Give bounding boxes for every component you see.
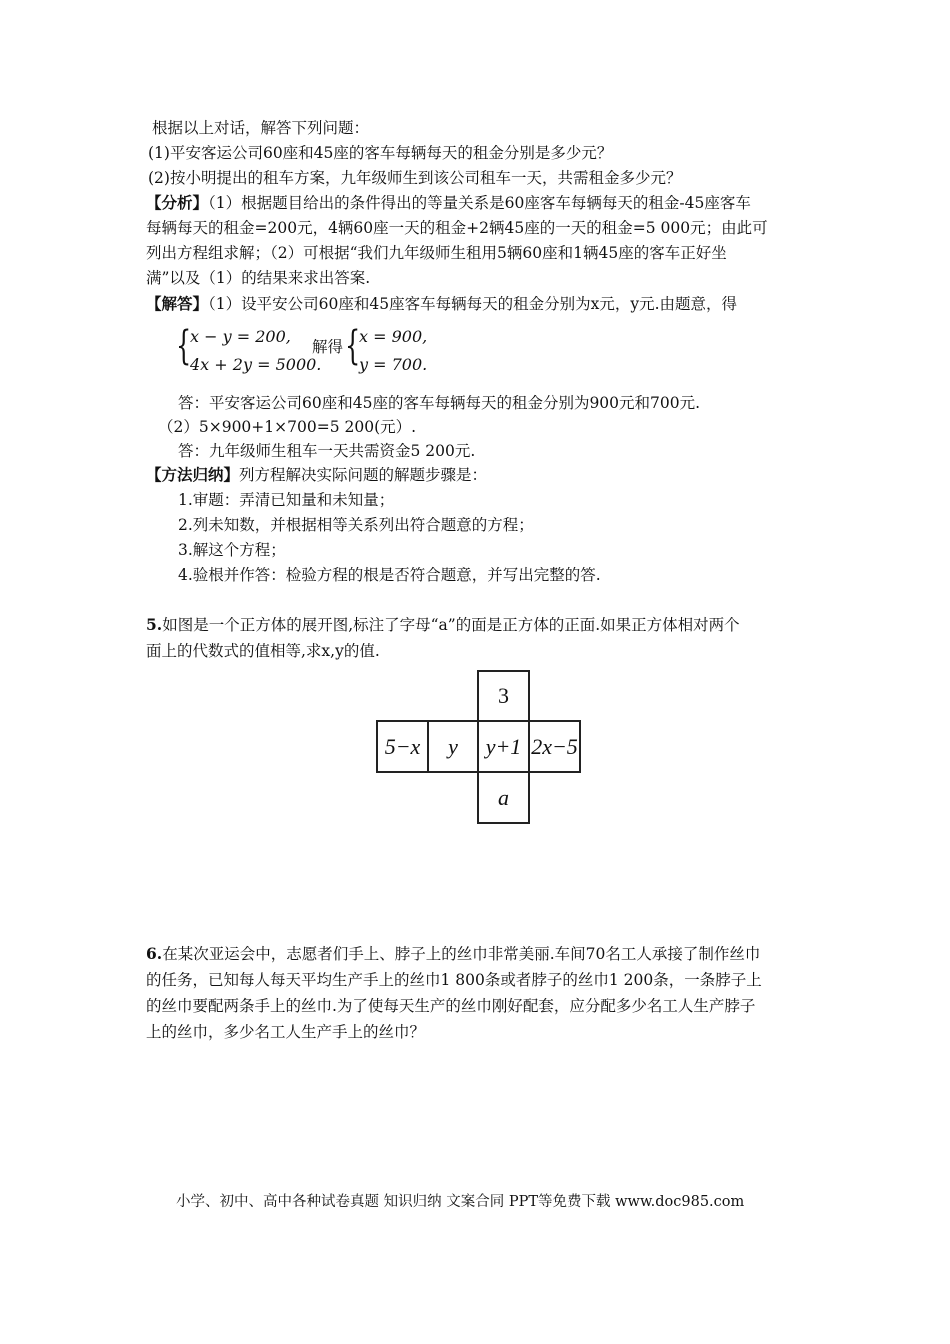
- q6-line-1: [146, 943, 760, 965]
- solution-line-1: [146, 293, 737, 315]
- method-step-3: 3.解这个方程；: [178, 541, 286, 559]
- q6-line-4: 上的丝巾，多少名工人生产手上的丝巾？: [146, 1023, 426, 1041]
- method-step-2: 2.列未知数，并根据相等关系列出符合题意的方程；: [178, 516, 534, 534]
- intro-line-3: (2)按小明提出的租车方案，九年级师生到该公司租车一天，共需租金多少元？: [148, 169, 682, 187]
- solution-line-2: （2）5×900+1×700=5 200(元）.: [158, 418, 417, 436]
- analysis-text-1: （1）根据题目给出的条件得出的等量关系是60座客车每辆每天的租金-45座客车: [208, 194, 751, 212]
- analysis-line-1: [146, 192, 751, 214]
- result-1: x = 900,: [359, 327, 428, 346]
- solution-text-1: （1）设平安公司60座和45座客车每辆每天的租金分别为x元，y元.由题意，得: [208, 295, 738, 313]
- intro-line-1: 根据以上对话，解答下列问题：: [152, 119, 370, 137]
- result-2: y = 700.: [359, 355, 428, 374]
- equation-2: 4x + 2y = 5000.: [190, 355, 322, 374]
- q6-line-3: 的丝巾要配两条手上的丝巾.为了使每天生产的丝巾刚好配套，应分配多少名工人生产脖子: [146, 997, 756, 1015]
- cube-face-center: y+1: [477, 720, 530, 773]
- solution-label: 【解答】: [146, 294, 209, 313]
- q5-line-2: 面上的代数式的值相等,求x,y的值.: [146, 642, 380, 660]
- left-brace-1: {: [176, 323, 192, 369]
- analysis-line-2: 每辆每天的租金=200元，4辆60座一天的租金+2辆45座的一天的租金=5 000元；由此可: [146, 219, 768, 237]
- q6-text-1: 在某次亚运会中，志愿者们手上、脖子上的丝巾非常美丽.车间70名工人承接了制作丝巾: [162, 945, 761, 963]
- left-brace-2: {: [345, 323, 361, 369]
- q5-line-1: [146, 614, 740, 636]
- intro-line-2: (1)平安客运公司60座和45座的客车每辆每天的租金分别是多少元？: [148, 144, 613, 162]
- equation-1: x − y = 200,: [190, 327, 291, 346]
- method-title-line: [146, 464, 487, 486]
- answer-1: 答：平安客运公司60座和45座的客车每辆每天的租金分别为900元和700元.: [178, 394, 701, 412]
- method-step-1: 1.审题：弄清已知量和未知量；: [178, 491, 395, 509]
- analysis-line-4: 满”以及（1）的结果来求出答案.: [146, 269, 371, 287]
- cube-face-bottom: a: [477, 771, 530, 824]
- cube-face-left-inner: y: [427, 720, 479, 773]
- solve-word: 解得: [312, 338, 344, 356]
- method-title: 列方程解决实际问题的解题步骤是：: [239, 466, 488, 484]
- cube-face-top: 3: [477, 670, 530, 722]
- analysis-label: 【分析】: [146, 193, 209, 212]
- method-label: 【方法归纳】: [146, 465, 240, 484]
- analysis-line-3: 列出方程组求解；（2）可根据“我们九年级师生租用5辆60座和1辆45座的客车正好坐: [146, 244, 727, 262]
- cube-face-right: 2x−5: [528, 720, 581, 773]
- page-footer: 小学、初中、高中各种试卷真题 知识归纳 文案合同 PPT等免费下载 www.doc985.com: [176, 1194, 745, 1210]
- q6-line-2: 的任务，已知每人每天平均生产手上的丝巾1 800条或者脖子的丝巾1 200条，一条脖子上: [146, 971, 762, 989]
- answer-2: 答：九年级师生租车一天共需资金5 200元.: [178, 442, 476, 460]
- q6-number: 6.: [146, 944, 163, 963]
- q5-number: 5.: [146, 615, 163, 634]
- method-step-4: 4.验根并作答：检验方程的根是否符合题意，并写出完整的答.: [178, 566, 601, 584]
- cube-face-left-outer: 5−x: [376, 720, 429, 773]
- q5-text-1: 如图是一个正方体的展开图,标注了字母“a”的面是正方体的正面.如果正方体相对两个: [162, 616, 740, 634]
